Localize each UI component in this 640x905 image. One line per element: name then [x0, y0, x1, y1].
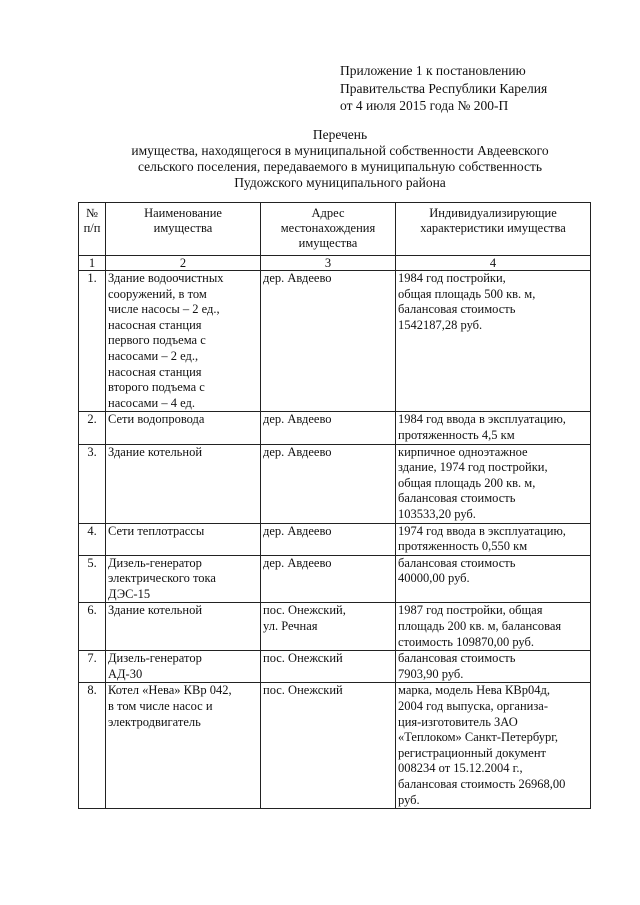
table-row — [79, 412, 591, 444]
appendix-line: Приложение 1 к постановлению — [340, 63, 526, 78]
property-details: 1984 год ввода в эксплуатацию, протяженность 4,5 км — [396, 412, 591, 444]
property-name: Дизель-генератор АД-30 — [106, 651, 261, 683]
header-details: Индивидуализирующие характеристики имущества — [396, 203, 591, 256]
appendix-header — [340, 62, 547, 115]
table-row — [79, 555, 591, 603]
title-line: Перечень — [312, 127, 368, 142]
table-row — [79, 523, 591, 555]
title-line: сельского поселения, передаваемого в муниципальную собственность — [138, 159, 542, 174]
property-details: балансовая стоимость 7903,90 руб. — [396, 651, 591, 683]
column-number-row — [79, 256, 591, 271]
table-row — [79, 271, 591, 412]
property-name: Здание водоочистных сооружений, в том числе насосы – 2 ед., насосная станция первого подъема с насосами – 2 ед., насосная станция второго подъема с насосами – 4 ед. — [106, 271, 261, 412]
property-address: дер. Авдеево — [261, 555, 396, 603]
property-address: дер. Авдеево — [261, 412, 396, 444]
header-number: № п/п — [79, 203, 106, 256]
property-details: кирпичное одноэтажное здание, 1974 год постройки, общая площадь 200 кв. м, балансовая стоимость 103533,20 руб. — [396, 444, 591, 523]
column-number: 1 — [79, 256, 106, 271]
document-title — [60, 127, 620, 191]
table-row — [79, 683, 591, 809]
header-address: Адрес местонахождения имущества — [261, 203, 396, 256]
property-address: пос. Онежский — [261, 651, 396, 683]
appendix-line: Правительства Республики Карелия — [340, 80, 548, 96]
property-name: Сети водопровода — [106, 412, 261, 444]
table-row — [79, 603, 591, 651]
title-line: имущества, находящегося в муниципальной собственности Авдеевского — [131, 143, 549, 158]
property-name: Сети теплотрассы — [106, 523, 261, 555]
column-number: 2 — [106, 256, 261, 271]
row-number: 6. — [79, 603, 106, 651]
table-header-row — [79, 203, 591, 256]
property-details: 1987 год постройки, общая площадь 200 кв. м, балансовая стоимость 109870,00 руб. — [396, 603, 591, 651]
row-number: 7. — [79, 651, 106, 683]
table-row — [79, 444, 591, 523]
property-name: Дизель-генератор электрического тока ДЭС-15 — [106, 555, 261, 603]
row-number: 1. — [79, 271, 106, 412]
property-address: пос. Онежский, ул. Речная — [261, 603, 396, 651]
title-line: Пудожского муниципального района — [234, 175, 446, 190]
column-number: 4 — [396, 256, 591, 271]
header-name: Наименование имущества — [106, 203, 261, 256]
row-number: 3. — [79, 444, 106, 523]
property-address: пос. Онежский — [261, 683, 396, 809]
property-details: балансовая стоимость 40000,00 руб. — [396, 555, 591, 603]
row-number: 5. — [79, 555, 106, 603]
row-number: 4. — [79, 523, 106, 555]
property-details: 1974 год ввода в эксплуатацию, протяженность 0,550 км — [396, 523, 591, 555]
property-name: Котел «Нева» КВр 042, в том числе насос и электродвигатель — [106, 683, 261, 809]
property-address: дер. Авдеево — [261, 523, 396, 555]
property-address: дер. Авдеево — [261, 444, 396, 523]
property-details: 1984 год постройки, общая площадь 500 кв. м, балансовая стоимость 1542187,28 руб. — [396, 271, 591, 412]
property-name: Здание котельной — [106, 444, 261, 523]
appendix-line: от 4 июля 2015 года № 200-П — [340, 98, 509, 113]
property-name: Здание котельной — [106, 603, 261, 651]
row-number: 8. — [79, 683, 106, 809]
property-details: марка, модель Нева КВр04д, 2004 год выпуска, организа- ция-изготовитель ЗАО «Теплоком» Санкт-Петербург, регистрационный документ 008234 от 15.12.2004 г., балансовая стоимость 26968,00 руб. — [396, 683, 591, 809]
property-address: дер. Авдеево — [261, 271, 396, 412]
property-table — [78, 202, 591, 809]
row-number: 2. — [79, 412, 106, 444]
column-number: 3 — [261, 256, 396, 271]
table-row — [79, 651, 591, 683]
